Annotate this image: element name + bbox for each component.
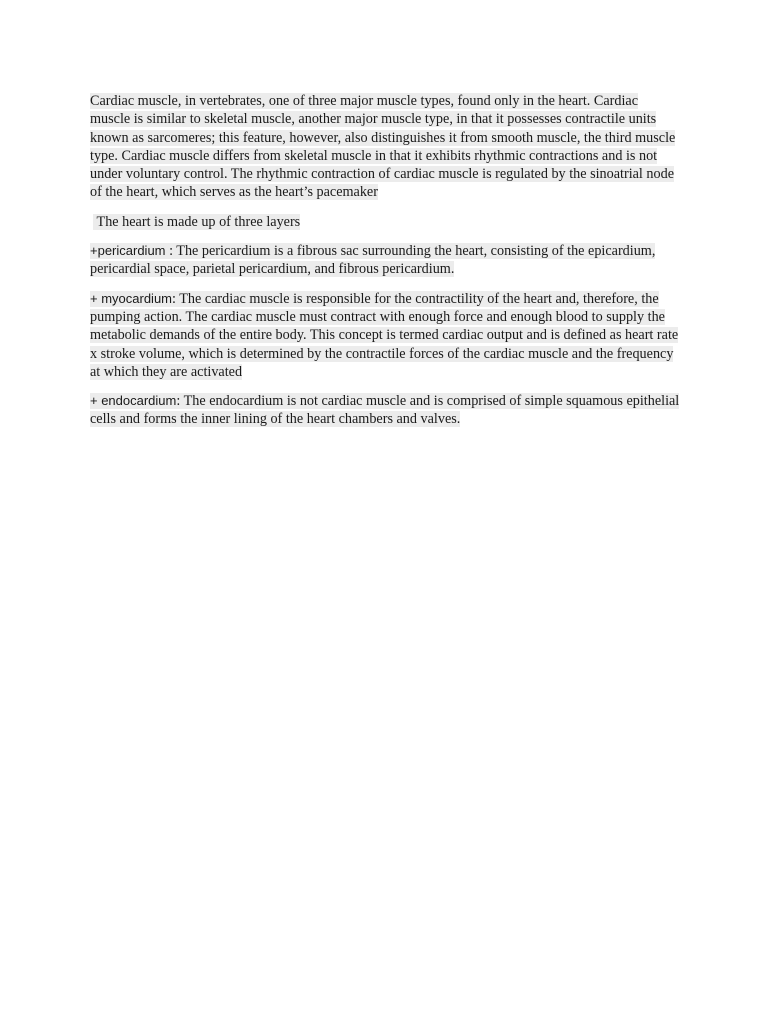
pericardium-block bbox=[90, 243, 655, 277]
layers-heading bbox=[93, 214, 300, 230]
pericardium-paragraph bbox=[90, 242, 680, 279]
intro-paragraph bbox=[90, 92, 680, 202]
document-page bbox=[90, 92, 680, 440]
intro-text: Cardiac muscle, in vertebrates, one of three major muscle types, found only in the heart. Cardiac muscle is similar to skeletal muscle, another major muscle type, in that it possesses contractile units known as sarcomeres; this feature, however, also distinguishes it from smooth muscle, the third muscle type. Cardiac muscle differs from skeletal muscle in that it exhibits rhythmic contractions and is not under voluntary control. The rhythmic contraction of cardiac muscle is regulated by the sinoatrial node of the heart, which serves as the heart’s pacemaker bbox=[90, 93, 676, 201]
pericardium-term: +pericardium bbox=[90, 243, 166, 259]
endocardium-block bbox=[90, 393, 679, 427]
endocardium-term: + endocardium bbox=[90, 393, 177, 409]
myocardium-text: : The cardiac muscle is responsible for the contractility of the heart and, therefore, the pumping action. The cardiac muscle must contract with enough force and enough blood to supply the metabolic demands of the entire body. This concept is termed cardiac output and is defined as heart rate x stroke volume, which is determined by the contractile forces of the cardiac muscle and the frequency at which they are activated bbox=[90, 290, 679, 380]
layers-heading-text: The heart is made up of three layers bbox=[96, 213, 301, 230]
myocardium-block bbox=[90, 291, 678, 380]
pericardium-text: : The pericardium is a fibrous sac surrounding the heart, consisting of the epicardium, pericardial space, parietal pericardium, and fibrous pericardium. bbox=[90, 243, 656, 278]
endocardium-text: : The endocardium is not cardiac muscle and is comprised of simple squamous epithelial cells and forms the inner lining of the heart chambers and valves. bbox=[90, 393, 680, 428]
endocardium-paragraph bbox=[90, 392, 680, 429]
layers-heading-paragraph bbox=[90, 213, 680, 231]
myocardium-paragraph bbox=[90, 290, 680, 381]
myocardium-term: + myocardium bbox=[90, 290, 172, 306]
